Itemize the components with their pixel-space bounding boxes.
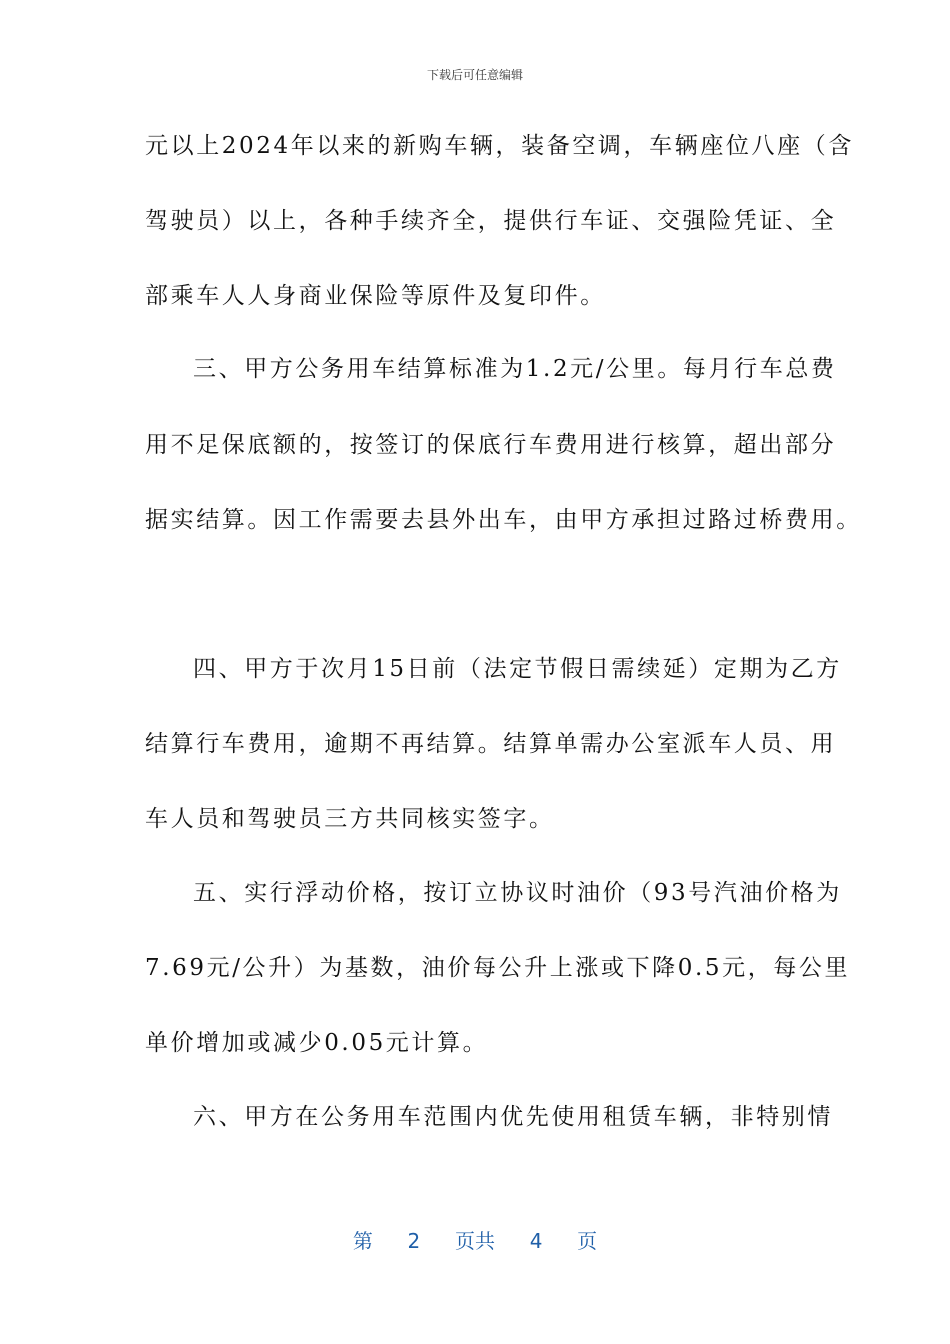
footer-suffix: 页 (577, 1229, 598, 1253)
paragraph-line: 六、甲方在公务用车范围内优先使用租赁车辆，非特别情 (193, 1104, 833, 1130)
paragraph-line: 据实结算。因工作需要去县外出车，由甲方承担过路过桥费用。 (145, 507, 862, 533)
paragraph-line: 部乘车人人身商业保险等原件及复印件。 (145, 283, 606, 309)
paragraph-line: 车人员和驾驶员三方共同核实签字。 (145, 806, 555, 832)
header-note: 下载后可任意编辑 (426, 68, 523, 82)
footer-prefix: 第 (352, 1229, 373, 1253)
paragraph-line: 四、甲方于次月15日前（法定节假日需续延）定期为乙方 (193, 656, 842, 682)
paragraph-line: 单价增加或减少0.05元计算。 (145, 1030, 489, 1056)
paragraph-line: 结算行车费用，逾期不再结算。结算单需办公室派车人员、用 (145, 731, 837, 757)
paragraph-line: 7.69元/公升）为基数，油价每公升上涨或下降0.5元，每公里 (145, 955, 851, 981)
paragraph-line: 驾驶员）以上，各种手续齐全，提供行车证、交强险凭证、全 (145, 208, 837, 234)
paragraph-line: 五、实行浮动价格，按订立协议时油价（93号汽油价格为 (193, 880, 842, 906)
paragraph-line: 三、甲方公务用车结算标准为1.2元/公里。每月行车总费 (193, 356, 837, 382)
footer-total-pages: 4 (529, 1229, 543, 1253)
footer-current-page: 2 (407, 1229, 421, 1253)
footer-middle: 页共 (455, 1229, 495, 1253)
paragraph-line: 用不足保底额的，按签订的保底行车费用进行核算，超出部分 (145, 432, 837, 458)
paragraph-line: 元以上2024年以来的新购车辆，装备空调，车辆座位八座（含 (145, 133, 854, 159)
page-footer (0, 1225, 950, 1254)
